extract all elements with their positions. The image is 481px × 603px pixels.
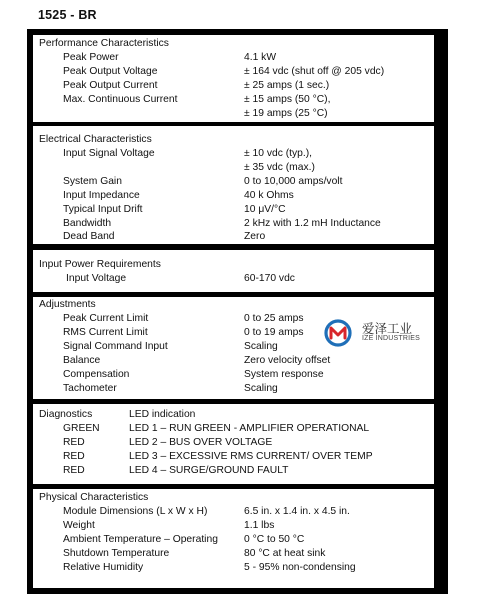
spec-label: Peak Output Current [63, 80, 158, 91]
spec-value: Zero velocity offset [244, 355, 331, 366]
spec-value: 0 to 19 amps [244, 327, 304, 338]
spec-label: Typical Input Drift [63, 204, 143, 215]
spec-label: Signal Command Input [63, 341, 168, 352]
led-description: LED 1 – RUN GREEN - AMPLIFIER OPERATIONAL [129, 423, 370, 434]
led-color: RED [63, 465, 85, 476]
spec-label: Peak Current Limit [63, 313, 149, 324]
section-heading: Physical Characteristics [39, 492, 149, 503]
led-color: RED [63, 437, 85, 448]
spec-value: 1.1 lbs [244, 520, 275, 531]
spec-label: Peak Output Voltage [63, 66, 158, 77]
spec-value: 6.5 in. x 1.4 in. x 4.5 in. [244, 506, 350, 517]
section-heading: Electrical Characteristics [39, 134, 152, 145]
spec-value: 0 to 25 amps [244, 313, 304, 324]
section-heading: Diagnostics [39, 409, 93, 420]
spec-value: ± 10 vdc (typ.), [244, 148, 313, 159]
spec-label: Tachometer [63, 383, 117, 394]
spec-label: Peak Power [63, 52, 119, 63]
diagnostics-section [33, 404, 434, 484]
spec-label: Shutdown Temperature [63, 548, 170, 559]
spec-label: Input Voltage [66, 273, 127, 284]
spec-value: Scaling [244, 341, 278, 352]
performance-section [33, 35, 434, 122]
spec-value: 5 - 95% non-condensing [244, 562, 356, 573]
spec-label: Dead Band [63, 231, 115, 242]
logo-chinese-name: 爱泽工业 [362, 321, 413, 336]
spec-value: ± 25 amps (1 sec.) [244, 80, 330, 91]
spec-label: Balance [63, 355, 101, 366]
spec-value: 80 °C at heat sink [244, 548, 326, 559]
led-color: RED [63, 451, 85, 462]
spec-value: 10 μV/°C [244, 204, 286, 215]
spec-label: Weight [63, 520, 95, 531]
logo-english-name: IZE INDUSTRIES [362, 335, 421, 342]
physical-section [33, 489, 434, 588]
adjustments-section [33, 297, 434, 399]
spec-label: Ambient Temperature – Operating [63, 534, 218, 545]
led-description: LED 4 – SURGE/GROUND FAULT [129, 465, 289, 476]
spec-value: System response [244, 369, 324, 380]
spec-value: ± 35 vdc (max.) [244, 162, 315, 173]
spec-label: Relative Humidity [63, 562, 144, 573]
page-title: 1525 - BR [38, 8, 97, 22]
spec-label: Input Impedance [63, 190, 140, 201]
spec-value: Scaling [244, 383, 278, 394]
led-color: GREEN [63, 423, 100, 434]
spec-label: Compensation [63, 369, 130, 380]
spec-value: ± 15 amps (50 °C), [244, 94, 331, 105]
spec-value: Zero [244, 231, 266, 242]
spec-label: Max. Continuous Current [63, 94, 178, 105]
section-heading: Input Power Requirements [39, 259, 161, 270]
spec-label: System Gain [63, 176, 122, 187]
spec-value: 0 to 10,000 amps/volt [244, 176, 343, 187]
ize-logo-icon [323, 318, 353, 348]
led-description: LED 2 – BUS OVER VOLTAGE [129, 437, 273, 448]
spec-label: Module Dimensions (L x W x H) [63, 506, 208, 517]
section-heading: Performance Characteristics [39, 38, 169, 49]
led-description: LED 3 – EXCESSIVE RMS CURRENT/ OVER TEMP [129, 451, 373, 462]
spec-value: ± 164 vdc (shut off @ 205 vdc) [244, 66, 385, 77]
spec-label: Bandwidth [63, 218, 112, 229]
spec-value: 0 °C to 50 °C [244, 534, 305, 545]
spec-value: 60-170 vdc [244, 273, 295, 284]
electrical-section [33, 126, 434, 244]
ize-watermark [323, 318, 443, 348]
spec-label: RMS Current Limit [63, 327, 148, 338]
spec-value: ± 19 amps (25 °C) [244, 108, 328, 119]
spec-value: 40 k Ohms [244, 190, 294, 201]
spec-label: Input Signal Voltage [63, 148, 155, 159]
spec-value: 2 kHz with 1.2 mH Inductance [244, 218, 381, 229]
section-heading: Adjustments [39, 299, 96, 310]
input-power-section [33, 250, 434, 292]
diagnostics-column-header: LED indication [129, 409, 196, 420]
spec-value: 4.1 kW [244, 52, 277, 63]
